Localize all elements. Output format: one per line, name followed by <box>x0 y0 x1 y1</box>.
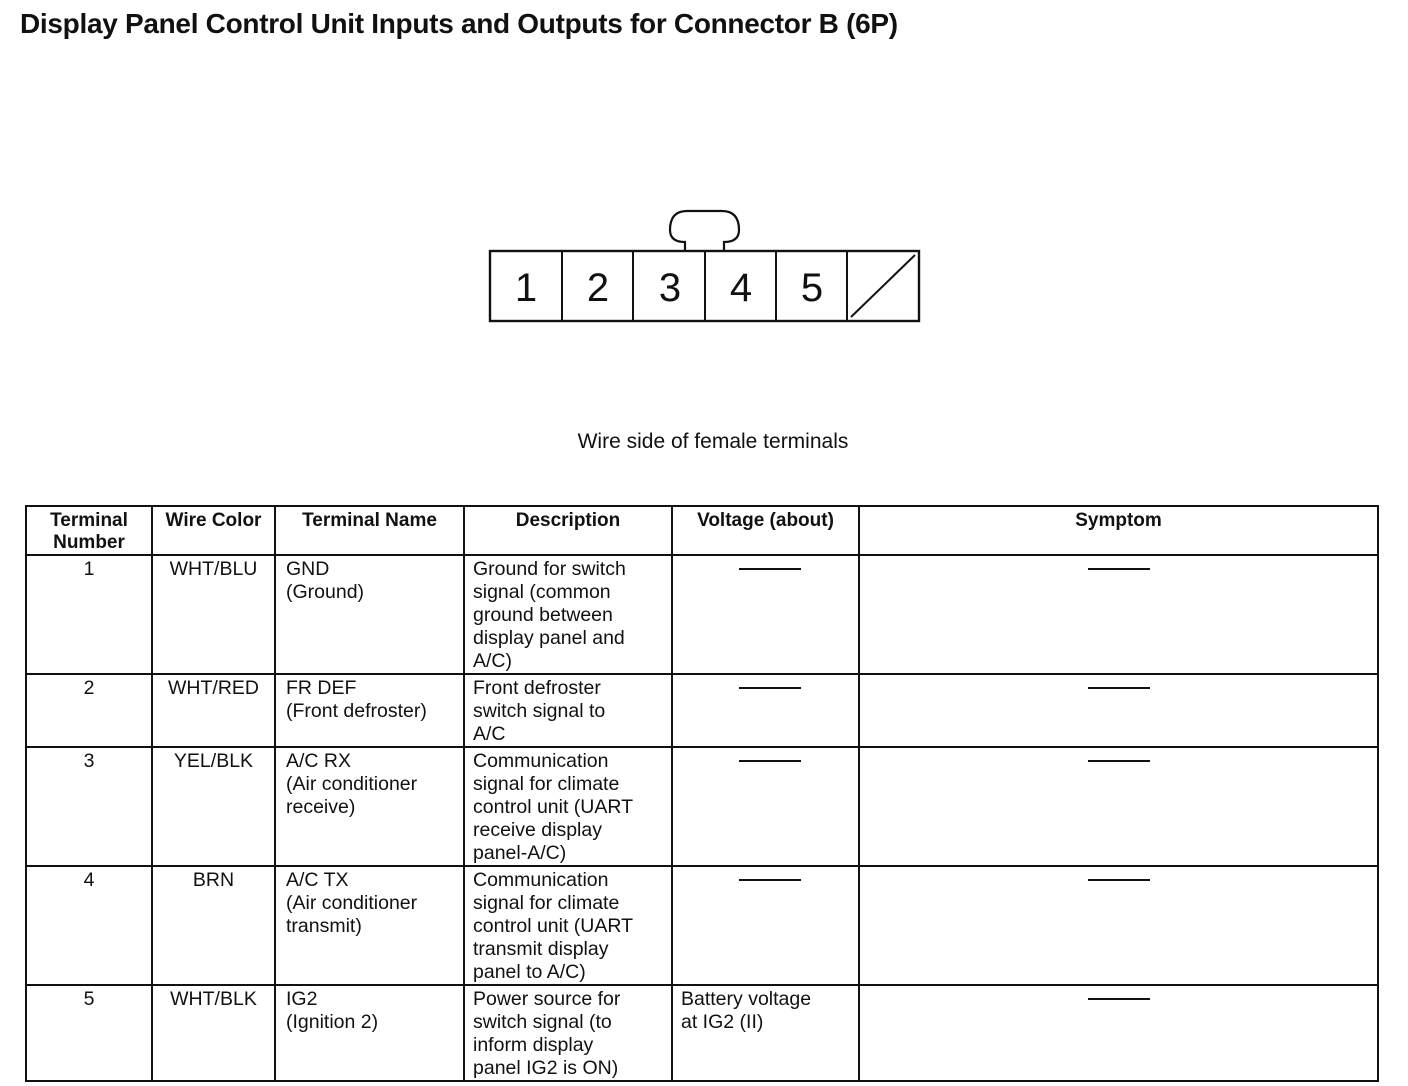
description-line: switch signal to <box>473 700 606 722</box>
terminal-number: 1 <box>26 555 152 674</box>
terminal-label-5: 5 <box>800 266 824 310</box>
empty-dash <box>739 687 801 689</box>
symptom <box>859 985 1378 1081</box>
description <box>464 866 672 985</box>
wire-color: WHT/BLU <box>152 555 275 674</box>
wire-color: BRN <box>152 866 275 985</box>
connector-diagram <box>470 200 940 330</box>
terminal-name <box>275 674 464 747</box>
terminal-number: 4 <box>26 866 152 985</box>
terminal-label-1: 1 <box>514 266 538 310</box>
description-line: receive display <box>473 819 602 841</box>
description <box>464 555 672 674</box>
empty-dash <box>1088 760 1150 762</box>
connector-lock-tab <box>670 211 739 251</box>
description <box>464 747 672 866</box>
description-line: signal for climate <box>473 892 620 914</box>
empty-dash <box>1088 687 1150 689</box>
voltage-line: Battery voltage <box>681 988 812 1010</box>
voltage <box>672 555 859 674</box>
voltage <box>672 747 859 866</box>
terminal-name-line: FR DEF <box>286 677 357 699</box>
terminal-number: 3 <box>26 747 152 866</box>
description-line: display panel and <box>473 627 625 649</box>
description-line: Communication <box>473 750 609 772</box>
terminal-name <box>275 866 464 985</box>
header-terminal-name: Terminal Name <box>275 506 464 555</box>
terminal-name <box>275 985 464 1081</box>
voltage <box>672 866 859 985</box>
description-line: Front defroster <box>473 677 601 699</box>
header-terminal-number <box>26 506 152 555</box>
symptom <box>859 747 1378 866</box>
terminal-name-line: GND <box>286 558 330 580</box>
symptom <box>859 674 1378 747</box>
io-table <box>25 505 1379 1082</box>
description-line: panel to A/C) <box>473 961 586 983</box>
voltage-line: at IG2 (II) <box>681 1011 764 1033</box>
empty-dash <box>1088 998 1150 1000</box>
description-line: panel-A/C) <box>473 842 567 864</box>
terminal-label-2: 2 <box>586 266 610 310</box>
terminal-number: 5 <box>26 985 152 1081</box>
terminal-name <box>275 747 464 866</box>
table-row <box>26 985 1378 1081</box>
terminal-name-line: (Air conditioner <box>286 892 418 914</box>
terminal-name-line: A/C TX <box>286 869 349 891</box>
description-line: switch signal (to <box>473 1011 612 1033</box>
table-header-row <box>26 506 1378 555</box>
description-line: control unit (UART <box>473 915 634 937</box>
table-row <box>26 866 1378 985</box>
terminal-name <box>275 555 464 674</box>
description-line: control unit (UART <box>473 796 634 818</box>
description-line: Ground for switch <box>473 558 626 580</box>
description-line: signal (common <box>473 581 611 603</box>
description-line: transmit display <box>473 938 609 960</box>
description-line: panel IG2 is ON) <box>473 1057 619 1079</box>
terminal-name-line: transmit) <box>286 915 362 937</box>
table-row <box>26 674 1378 747</box>
header-voltage: Voltage (about) <box>672 506 859 555</box>
description-line: ground between <box>473 604 613 626</box>
terminal-name-line: receive) <box>286 796 356 818</box>
empty-dash <box>739 879 801 881</box>
header-terminal-number-line2: Number <box>53 532 125 553</box>
empty-dash <box>739 568 801 570</box>
empty-dash <box>1088 568 1150 570</box>
voltage <box>672 674 859 747</box>
terminal-number: 2 <box>26 674 152 747</box>
header-description: Description <box>464 506 672 555</box>
wire-color: WHT/BLK <box>152 985 275 1081</box>
terminal-name-line: A/C RX <box>286 750 352 772</box>
header-terminal-number-line1: Terminal <box>50 510 128 531</box>
wire-color: YEL/BLK <box>152 747 275 866</box>
header-symptom: Symptom <box>859 506 1378 555</box>
terminal-name-line: (Ignition 2) <box>286 1011 379 1033</box>
terminal-label-3: 3 <box>658 266 682 310</box>
empty-terminal-slash <box>851 255 915 317</box>
empty-dash <box>1088 879 1150 881</box>
terminal-name-line: (Air conditioner <box>286 773 418 795</box>
description-line: Power source for <box>473 988 621 1010</box>
connector-caption: Wire side of female terminals <box>577 430 849 453</box>
wire-color: WHT/RED <box>152 674 275 747</box>
header-wire-color: Wire Color <box>152 506 275 555</box>
description-line: Communication <box>473 869 609 891</box>
symptom <box>859 555 1378 674</box>
voltage <box>672 985 859 1081</box>
description-line: A/C <box>473 723 506 745</box>
symptom <box>859 866 1378 985</box>
connector-diagram-svg <box>470 200 940 330</box>
table-row <box>26 747 1378 866</box>
terminal-label-4: 4 <box>729 266 753 310</box>
terminal-name-line: (Ground) <box>286 581 365 603</box>
description-line: A/C) <box>473 650 512 672</box>
terminal-name-line: (Front defroster) <box>286 700 427 722</box>
table-row <box>26 555 1378 674</box>
description-line: signal for climate <box>473 773 620 795</box>
description-line: inform display <box>473 1034 594 1056</box>
terminal-name-line: IG2 <box>286 988 318 1010</box>
page-title: Display Panel Control Unit Inputs and Outputs for Connector B (6P) <box>20 8 898 39</box>
description <box>464 674 672 747</box>
empty-dash <box>739 760 801 762</box>
description <box>464 985 672 1081</box>
